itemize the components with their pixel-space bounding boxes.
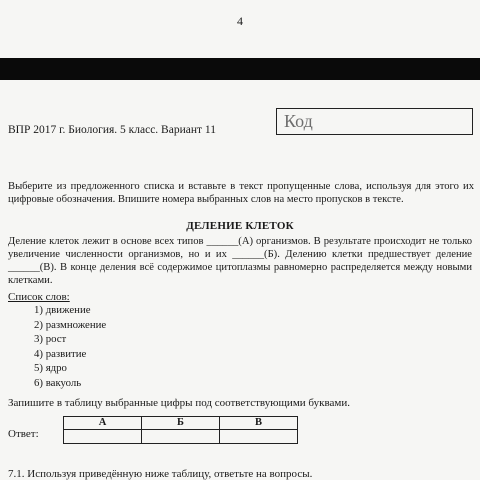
answer-column-b: Б: [142, 417, 220, 430]
answer-column-v: В: [220, 417, 298, 430]
answer-cell-b[interactable]: [142, 430, 220, 444]
answer-label: Ответ:: [8, 428, 39, 440]
scan-black-bar: [0, 58, 480, 80]
word-list-title: Список слов:: [8, 291, 70, 303]
answer-cell-a[interactable]: [64, 430, 142, 444]
document-header-title: ВПР 2017 г. Биология. 5 класс. Вариант 11: [8, 124, 216, 136]
word-list-item: 4) развитие: [34, 347, 87, 360]
word-list-item: 5) ядро: [34, 362, 67, 374]
task-instruction: Выберите из предложенного списка и вставьте в текст пропущенные слова, используя для этого их цифровые обозначения. Впишите номера выбранных слов на место пропусков в тексте.: [8, 181, 474, 205]
answer-table: [63, 416, 298, 444]
section-title: ДЕЛЕНИЕ КЛЕТОК: [186, 220, 294, 232]
passage-text: Деление клеток лежит в основе всех типов ______(А) организмов. В результате происходит не только увеличение численности организмов, но и их ______(Б). Делению клетки предшествует деление ______(В). В конце деления всё содержимое цитоплазмы равномерно распределяется между новыми клетками.: [8, 236, 472, 286]
write-instruction: Запишите в таблицу выбранные цифры под соответствующими буквами.: [8, 397, 350, 409]
word-list-item: 2) размножение: [34, 318, 107, 331]
word-list-item: 1) движение: [34, 304, 91, 316]
answer-cell-v[interactable]: [220, 430, 298, 444]
word-list-item: 3) рост: [34, 333, 67, 345]
next-task-text: 7.1. Используя приведённую ниже таблицу, ответьте на вопросы.: [8, 468, 313, 480]
code-field[interactable]: Код: [276, 108, 473, 135]
word-list-item: 6) вакуоль: [34, 376, 82, 389]
word-list: [34, 303, 106, 390]
page-number: 4: [237, 14, 243, 28]
answer-column-a: А: [64, 417, 142, 430]
